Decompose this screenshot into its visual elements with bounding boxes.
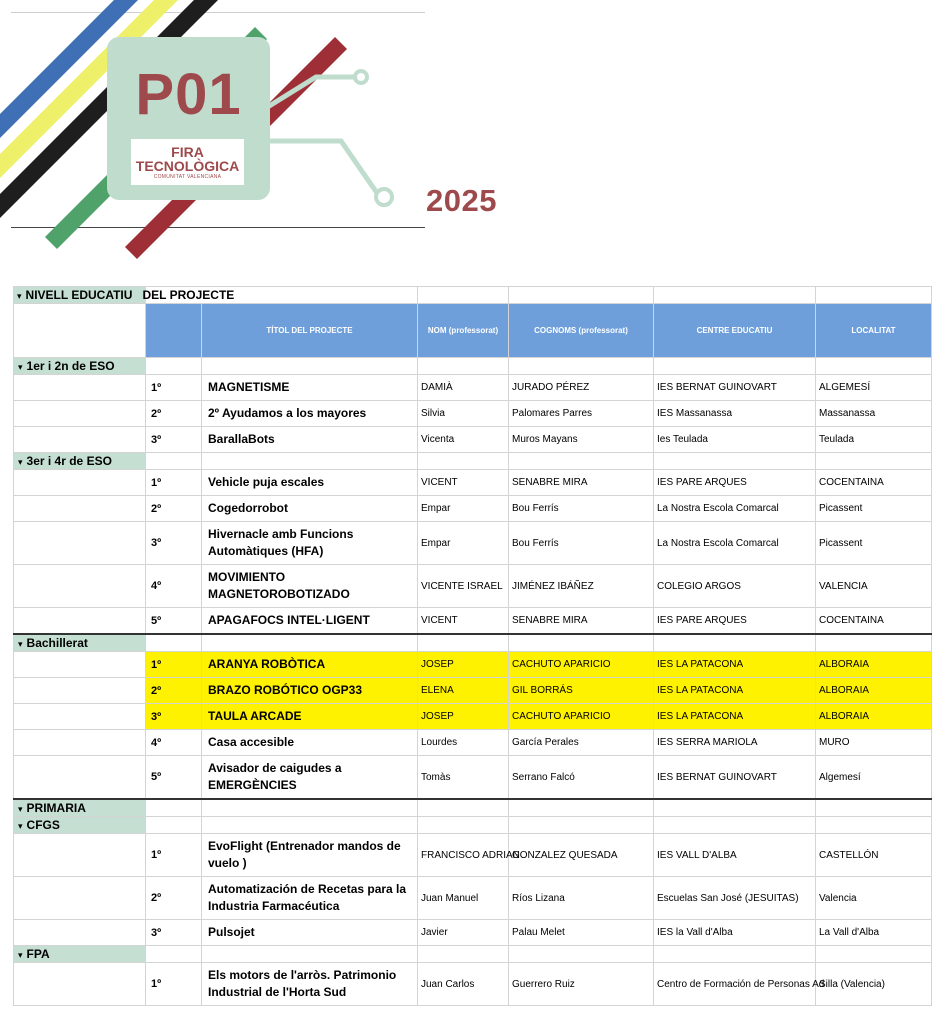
teacher-surname-cell: Muros Mayans xyxy=(509,427,654,453)
teacher-surname-cell: JURADO PÉREZ xyxy=(509,375,654,401)
empty-cell xyxy=(14,496,146,522)
empty-cell xyxy=(418,358,509,375)
locality-cell: Picassent xyxy=(816,496,932,522)
rank-cell: 3º xyxy=(146,704,202,730)
empty-cell xyxy=(816,453,932,470)
projects-table xyxy=(13,286,932,1006)
project-title-cell: Vehicle puja escales xyxy=(202,470,418,496)
empty-cell xyxy=(146,634,202,652)
fair-logo-card xyxy=(107,37,270,200)
teacher-surname-cell: Ríos Lizana xyxy=(509,877,654,920)
empty-cell xyxy=(14,756,146,800)
group-toggle[interactable] xyxy=(14,946,146,963)
rank-cell: 4º xyxy=(146,730,202,756)
locality-cell: Massanassa xyxy=(816,401,932,427)
school-cell: IES LA PATACONA xyxy=(654,652,816,678)
column-header-number xyxy=(146,304,202,358)
project-title-cell: Automatización de Recetas para la Industria Farmacéutica xyxy=(202,877,418,920)
empty-cell xyxy=(202,358,418,375)
empty-cell xyxy=(816,287,932,304)
teacher-surname-cell: Palomares Parres xyxy=(509,401,654,427)
empty-cell xyxy=(654,799,816,817)
locality-cell: MURO xyxy=(816,730,932,756)
section-title-b: DEL PROJECTE xyxy=(146,287,418,304)
empty-cell xyxy=(146,453,202,470)
table-row xyxy=(14,678,932,704)
school-cell: La Nostra Escola Comarcal xyxy=(654,522,816,565)
rank-cell: 1º xyxy=(146,963,202,1006)
locality-cell: Valencia xyxy=(816,877,932,920)
group-label: 3er i 4r de ESO xyxy=(26,454,112,468)
teacher-surname-cell: Bou Ferrís xyxy=(509,496,654,522)
teacher-surname-cell: García Perales xyxy=(509,730,654,756)
table-row xyxy=(14,427,932,453)
column-header-nom: NOM (professorat) xyxy=(418,304,509,358)
project-title-cell: Hivernacle amb Funcions Automàtiques (HFA) xyxy=(202,522,418,565)
banner-year: 2025 xyxy=(426,183,497,218)
rank-cell: 2º xyxy=(146,401,202,427)
circuit-node-lower xyxy=(376,189,392,205)
group-label: CFGS xyxy=(26,818,60,832)
teacher-surname-cell: Guerrero Ruiz xyxy=(509,963,654,1006)
teacher-name-cell: Juan Carlos xyxy=(418,963,509,1006)
fair-logo-line2: TECNOLÒGICA xyxy=(135,158,240,174)
locality-cell: ALGEMESÍ xyxy=(816,375,932,401)
empty-cell xyxy=(418,453,509,470)
empty-cell xyxy=(14,730,146,756)
project-code: P01 xyxy=(135,62,242,127)
fair-logo-line3: COMUNITAT VALENCIANA xyxy=(153,174,222,180)
school-cell: IES LA PATACONA xyxy=(654,704,816,730)
project-title-cell: Pulsojet xyxy=(202,920,418,946)
teacher-surname-cell: CACHUTO APARICIO xyxy=(509,704,654,730)
group-row xyxy=(14,634,932,652)
empty-cell xyxy=(509,287,654,304)
empty-cell xyxy=(418,946,509,963)
section-title-a[interactable]: ▾ NIVELL EDUCATIU xyxy=(14,287,146,304)
empty-cell xyxy=(14,304,146,358)
school-cell: Escuelas San José (JESUITAS) xyxy=(654,877,816,920)
group-row xyxy=(14,453,932,470)
teacher-name-cell: Tomàs xyxy=(418,756,509,800)
school-cell: IES PARE ARQUES xyxy=(654,470,816,496)
empty-cell xyxy=(509,634,654,652)
table-row xyxy=(14,704,932,730)
teacher-name-cell: Vicenta xyxy=(418,427,509,453)
school-cell: Ies Teulada xyxy=(654,427,816,453)
group-toggle[interactable] xyxy=(14,817,146,834)
group-row xyxy=(14,799,932,817)
rank-cell: 1º xyxy=(146,375,202,401)
teacher-name-cell: VICENT xyxy=(418,470,509,496)
empty-cell xyxy=(14,427,146,453)
project-title-cell: Casa accesible xyxy=(202,730,418,756)
locality-cell: ALBORAIA xyxy=(816,678,932,704)
empty-cell xyxy=(14,877,146,920)
empty-cell xyxy=(654,358,816,375)
empty-cell xyxy=(14,375,146,401)
table-section-header xyxy=(14,287,932,304)
project-title-cell: ARANYA ROBÒTICA xyxy=(202,652,418,678)
column-header-centre: CENTRE EDUCATIU xyxy=(654,304,816,358)
locality-cell: Silla (Valencia) xyxy=(816,963,932,1006)
project-title-cell: Cogedorrobot xyxy=(202,496,418,522)
empty-cell xyxy=(509,946,654,963)
teacher-surname-cell: Palau Melet xyxy=(509,920,654,946)
empty-cell xyxy=(202,817,418,834)
rank-cell: 3º xyxy=(146,920,202,946)
table-row xyxy=(14,963,932,1006)
empty-cell xyxy=(146,817,202,834)
empty-cell xyxy=(14,522,146,565)
circuit-line-lower xyxy=(266,141,377,193)
locality-cell: Teulada xyxy=(816,427,932,453)
projects-table-body xyxy=(14,287,932,1006)
teacher-name-cell: VICENT xyxy=(418,608,509,635)
teacher-name-cell: JOSEP xyxy=(418,704,509,730)
school-cell: IES BERNAT GUINOVART xyxy=(654,375,816,401)
teacher-name-cell: VICENTE ISRAEL xyxy=(418,565,509,608)
empty-cell xyxy=(14,834,146,877)
empty-cell xyxy=(816,817,932,834)
project-title-cell: MOVIMIENTO MAGNETOROBOTIZADO xyxy=(202,565,418,608)
locality-cell: Algemesí xyxy=(816,756,932,800)
rank-cell: 5º xyxy=(146,756,202,800)
empty-cell xyxy=(816,946,932,963)
table-row xyxy=(14,756,932,800)
group-toggle[interactable] xyxy=(14,634,146,652)
empty-cell xyxy=(654,817,816,834)
school-cell: IES Massanassa xyxy=(654,401,816,427)
project-title-cell: TAULA ARCADE xyxy=(202,704,418,730)
teacher-name-cell: Javier xyxy=(418,920,509,946)
locality-cell: ALBORAIA xyxy=(816,704,932,730)
empty-cell xyxy=(202,634,418,652)
fair-logo-line1: FIRA xyxy=(171,144,204,160)
group-label: Bachillerat xyxy=(26,636,88,650)
teacher-name-cell: FRANCISCO ADRIAN xyxy=(418,834,509,877)
locality-cell: Picassent xyxy=(816,522,932,565)
teacher-surname-cell: JIMÉNEZ IBÁÑEZ xyxy=(509,565,654,608)
empty-cell xyxy=(14,401,146,427)
rank-cell: 2º xyxy=(146,877,202,920)
empty-cell xyxy=(654,287,816,304)
project-title-cell: BarallaBots xyxy=(202,427,418,453)
table-row xyxy=(14,608,932,635)
circuit-node-upper xyxy=(355,71,367,83)
table-row xyxy=(14,496,932,522)
table-row xyxy=(14,730,932,756)
group-toggle[interactable] xyxy=(14,799,146,817)
rank-cell: 2º xyxy=(146,678,202,704)
school-cell: IES VALL D'ALBA xyxy=(654,834,816,877)
empty-cell xyxy=(654,453,816,470)
empty-cell xyxy=(418,287,509,304)
school-cell: IES SERRA MARIOLA xyxy=(654,730,816,756)
empty-cell xyxy=(509,799,654,817)
table-row xyxy=(14,565,932,608)
empty-cell xyxy=(146,799,202,817)
project-title-cell: Avisador de caigudes a EMERGÈNCIES xyxy=(202,756,418,800)
locality-cell: La Vall d'Alba xyxy=(816,920,932,946)
table-row xyxy=(14,470,932,496)
rank-cell: 5º xyxy=(146,608,202,635)
teacher-name-cell: Empar xyxy=(418,496,509,522)
table-row xyxy=(14,522,932,565)
empty-cell xyxy=(146,358,202,375)
column-header-title: TÍTOL DEL PROJECTE xyxy=(202,304,418,358)
locality-cell: COCENTAINA xyxy=(816,470,932,496)
school-cell: COLEGIO ARGOS xyxy=(654,565,816,608)
empty-cell xyxy=(146,946,202,963)
empty-cell xyxy=(418,634,509,652)
rank-cell: 1º xyxy=(146,470,202,496)
empty-cell xyxy=(14,963,146,1006)
school-cell: IES PARE ARQUES xyxy=(654,608,816,635)
project-title-cell: 2º Ayudamos a los mayores xyxy=(202,401,418,427)
empty-cell xyxy=(509,817,654,834)
empty-cell xyxy=(14,704,146,730)
rank-cell: 2º xyxy=(146,496,202,522)
empty-cell xyxy=(14,608,146,635)
rank-cell: 3º xyxy=(146,522,202,565)
fair-logo xyxy=(131,139,244,185)
project-title-cell: EvoFlight (Entrenador mandos de vuelo ) xyxy=(202,834,418,877)
group-row xyxy=(14,358,932,375)
rank-cell: 1º xyxy=(146,834,202,877)
teacher-name-cell: ELENA xyxy=(418,678,509,704)
teacher-surname-cell: SENABRE MIRA xyxy=(509,470,654,496)
empty-cell xyxy=(14,652,146,678)
group-label: PRIMARIA xyxy=(26,801,86,815)
school-cell: IES la Vall d'Alba xyxy=(654,920,816,946)
column-header-localitat: LOCALITAT xyxy=(816,304,932,358)
teacher-surname-cell: Serrano Falcó xyxy=(509,756,654,800)
locality-cell: VALENCIA xyxy=(816,565,932,608)
column-header-row xyxy=(14,304,932,358)
project-title-cell: Els motors de l'arròs. Patrimonio Industrial de l'Horta Sud xyxy=(202,963,418,1006)
group-label: 1er i 2n de ESO xyxy=(26,359,115,373)
table-row xyxy=(14,920,932,946)
empty-cell xyxy=(418,799,509,817)
group-row xyxy=(14,817,932,834)
empty-cell xyxy=(816,358,932,375)
teacher-surname-cell: GIL BORRÁS xyxy=(509,678,654,704)
teacher-surname-cell: Bou Ferrís xyxy=(509,522,654,565)
project-title-cell: MAGNETISME xyxy=(202,375,418,401)
empty-cell xyxy=(654,946,816,963)
project-title-cell: BRAZO ROBÓTICO OGP33 xyxy=(202,678,418,704)
school-cell: La Nostra Escola Comarcal xyxy=(654,496,816,522)
empty-cell xyxy=(509,453,654,470)
empty-cell xyxy=(202,946,418,963)
school-cell: Centro de Formación de Personas Ad xyxy=(654,963,816,1006)
teacher-surname-cell: CACHUTO APARICIO xyxy=(509,652,654,678)
locality-cell: CASTELLÓN xyxy=(816,834,932,877)
group-toggle[interactable] xyxy=(14,358,146,375)
teacher-name-cell: Juan Manuel xyxy=(418,877,509,920)
empty-cell xyxy=(202,799,418,817)
empty-cell xyxy=(14,565,146,608)
school-cell: IES BERNAT GUINOVART xyxy=(654,756,816,800)
teacher-surname-cell: SENABRE MIRA xyxy=(509,608,654,635)
empty-cell xyxy=(14,920,146,946)
empty-cell xyxy=(14,678,146,704)
teacher-name-cell: Silvia xyxy=(418,401,509,427)
teacher-name-cell: Empar xyxy=(418,522,509,565)
fair-banner xyxy=(11,12,425,228)
group-label: FPA xyxy=(26,947,50,961)
rank-cell: 4º xyxy=(146,565,202,608)
teacher-name-cell: Lourdes xyxy=(418,730,509,756)
empty-cell xyxy=(14,470,146,496)
group-row xyxy=(14,946,932,963)
group-toggle[interactable] xyxy=(14,453,146,470)
table-row xyxy=(14,375,932,401)
teacher-surname-cell: GONZALEZ QUESADA xyxy=(509,834,654,877)
column-header-cognoms: COGNOMS (professorat) xyxy=(509,304,654,358)
table-row xyxy=(14,652,932,678)
empty-cell xyxy=(202,453,418,470)
table-row xyxy=(14,834,932,877)
locality-cell: ALBORAIA xyxy=(816,652,932,678)
empty-cell xyxy=(418,817,509,834)
empty-cell xyxy=(509,358,654,375)
empty-cell xyxy=(654,634,816,652)
rank-cell: 1º xyxy=(146,652,202,678)
school-cell: IES LA PATACONA xyxy=(654,678,816,704)
empty-cell xyxy=(816,634,932,652)
project-title-cell: APAGAFOCS INTEL·LIGENT xyxy=(202,608,418,635)
locality-cell: COCENTAINA xyxy=(816,608,932,635)
empty-cell xyxy=(816,799,932,817)
table-row xyxy=(14,401,932,427)
table-row xyxy=(14,877,932,920)
teacher-name-cell: DAMIÀ xyxy=(418,375,509,401)
teacher-name-cell: JOSEP xyxy=(418,652,509,678)
rank-cell: 3º xyxy=(146,427,202,453)
